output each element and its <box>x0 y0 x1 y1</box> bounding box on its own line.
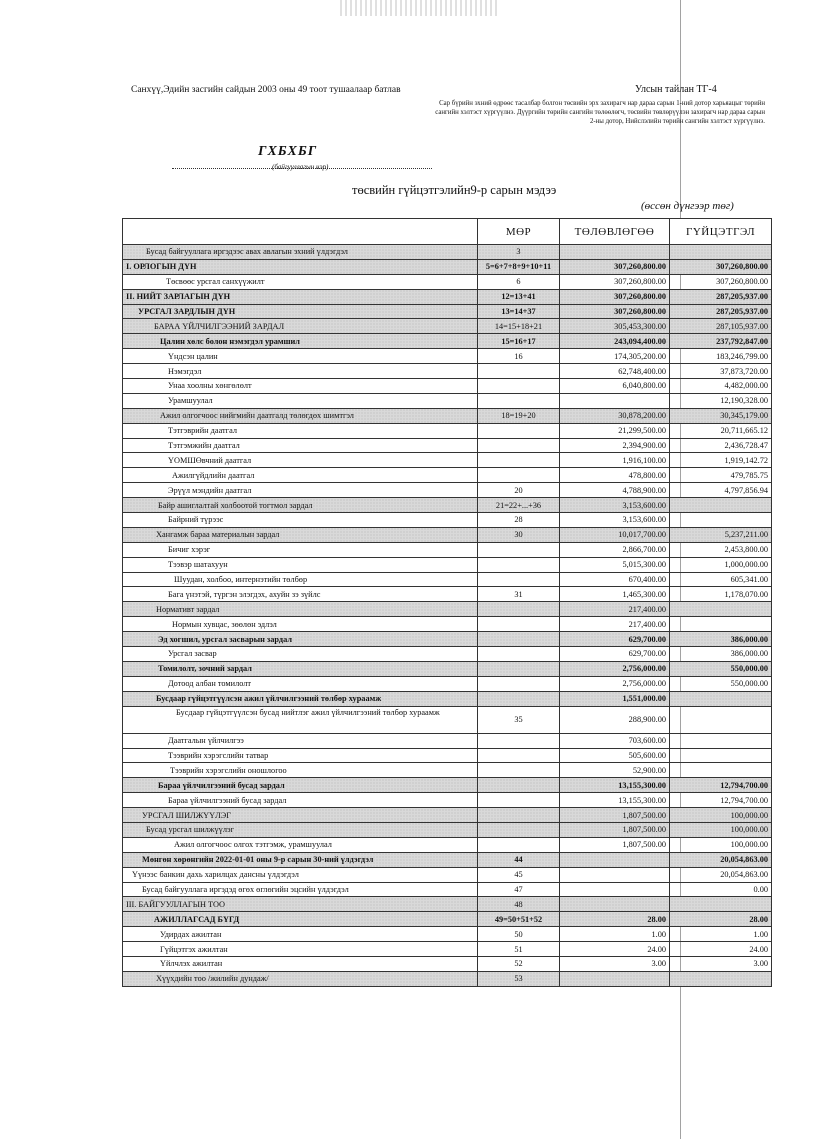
row-actual: 1,000,000.00 <box>670 557 772 572</box>
row-actual: 479,785.75 <box>670 468 772 483</box>
row-label: Байр ашиглалтай холбоотой тогтмол зардал <box>123 498 478 513</box>
row-mor <box>478 379 560 394</box>
row-plan <box>560 867 670 882</box>
row-mor <box>478 602 560 617</box>
row-mor <box>478 542 560 557</box>
row-plan: 307,260,800.00 <box>560 304 670 319</box>
row-plan: 1.00 <box>560 927 670 942</box>
row-plan: 21,299,500.00 <box>560 423 670 438</box>
table-row <box>123 349 772 364</box>
row-mor <box>478 691 560 706</box>
row-mor: 44 <box>478 852 560 867</box>
row-actual: 20,711,665.12 <box>670 423 772 438</box>
table-row <box>123 274 772 289</box>
row-label: Хүүхдийн тоо /жилийн дундаж/ <box>123 971 478 986</box>
column-header-plan: ТӨЛӨВЛӨГӨӨ <box>560 219 670 245</box>
row-actual: 24.00 <box>670 942 772 957</box>
document-title: төсвийн гүйцэтгэлийн9-р сарын мэдээ <box>352 183 557 197</box>
row-plan: 10,017,700.00 <box>560 527 670 542</box>
row-actual: 30,345,179.00 <box>670 408 772 423</box>
row-actual <box>670 602 772 617</box>
row-label: Тээвэр шатахуун <box>123 557 478 572</box>
row-actual: 4,482,000.00 <box>670 379 772 394</box>
row-actual: 0.00 <box>670 882 772 897</box>
row-actual: 37,873,720.00 <box>670 364 772 379</box>
table-row <box>123 971 772 986</box>
row-plan <box>560 245 670 260</box>
row-mor <box>478 763 560 778</box>
column-header-label <box>123 219 478 245</box>
row-plan: 1,807,500.00 <box>560 837 670 852</box>
row-mor: 53 <box>478 971 560 986</box>
unit-note: (өссөн дүнгээр төг) <box>641 200 734 212</box>
row-plan <box>560 897 670 912</box>
row-mor <box>478 676 560 691</box>
row-mor: 13=14+37 <box>478 304 560 319</box>
table-row <box>123 808 772 823</box>
row-plan <box>560 882 670 897</box>
row-label: Эд хогшил, урсгал засварын зардал <box>123 632 478 647</box>
row-label: Бусад урсгал шилжүүлэг <box>123 822 478 837</box>
row-mor: 20 <box>478 483 560 498</box>
table-row <box>123 763 772 778</box>
table-row <box>123 587 772 602</box>
row-label: Төсвөөс урсгал санхүүжилт <box>123 274 478 289</box>
row-mor: 30 <box>478 527 560 542</box>
table-row <box>123 304 772 319</box>
row-label: Даатгалын үйлчилгээ <box>123 733 478 748</box>
row-label: Урсгал засвар <box>123 647 478 662</box>
row-plan: 307,260,800.00 <box>560 259 670 274</box>
organization-sublabel: (байгууллагын нэр) <box>272 163 329 171</box>
table-row <box>123 453 772 468</box>
table-row <box>123 676 772 691</box>
row-actual: 287,205,937.00 <box>670 304 772 319</box>
row-plan: 1,465,300.00 <box>560 587 670 602</box>
row-label: УРСГАЛ ЗАРДЛЫН ДҮН <box>123 304 478 319</box>
form-code: Улсын тайлан ТГ-4 <box>635 84 717 95</box>
row-actual: 100,000.00 <box>670 837 772 852</box>
row-plan: 1,807,500.00 <box>560 822 670 837</box>
row-plan: 478,800.00 <box>560 468 670 483</box>
table-header-row <box>123 219 772 245</box>
row-plan: 2,756,000.00 <box>560 661 670 676</box>
table-row <box>123 706 772 733</box>
row-label: Шуудан, холбоо, интернэтийн төлбөр <box>123 572 478 587</box>
table-row <box>123 245 772 260</box>
row-plan: 3,153,600.00 <box>560 498 670 513</box>
row-mor: 15=16+17 <box>478 334 560 349</box>
row-plan: 288,900.00 <box>560 706 670 733</box>
row-mor: 3 <box>478 245 560 260</box>
row-actual <box>670 733 772 748</box>
row-mor <box>478 837 560 852</box>
organization-name: ГХБХБГ <box>258 144 318 159</box>
row-plan: 6,040,800.00 <box>560 379 670 394</box>
row-mor: 48 <box>478 897 560 912</box>
row-plan: 3,153,600.00 <box>560 513 670 528</box>
row-actual <box>670 706 772 733</box>
row-plan: 703,600.00 <box>560 733 670 748</box>
row-actual <box>670 971 772 986</box>
row-mor <box>478 793 560 808</box>
row-label: Дотоод албан томилолт <box>123 676 478 691</box>
column-header-mor: МӨР <box>478 219 560 245</box>
row-label: Ажилгүйдлийн даатгал <box>123 468 478 483</box>
row-actual: 28.00 <box>670 912 772 927</box>
table-row <box>123 498 772 513</box>
table-row <box>123 423 772 438</box>
row-mor: 12=13+41 <box>478 289 560 304</box>
row-label: Үйлчлэх ажилтан <box>123 956 478 971</box>
table-row <box>123 837 772 852</box>
table-row <box>123 822 772 837</box>
row-plan: 243,094,400.00 <box>560 334 670 349</box>
approval-note: Санхүү,Эдийн засгийн сайдын 2003 оны 49 тоот тушаалаар батлав <box>131 85 401 95</box>
row-mor: 31 <box>478 587 560 602</box>
row-label: Бусдаар гүйцэтгүүлсэн ажил үйлчилгээний төлбөр хураамж <box>123 691 478 706</box>
row-label: III. БАЙГУУЛЛАГЫН ТОО <box>123 897 478 912</box>
table-row <box>123 647 772 662</box>
row-mor: 52 <box>478 956 560 971</box>
row-label: БАРАА ҮЙЛЧИЛГЭЭНИЙ ЗАРДАЛ <box>123 319 478 334</box>
submission-note: Сар бүрийн эхний өдрөөс тасалбар болгон төсвийн эрх захирагч нар дараа сарын 1-ний дотор харьяацыг төрийн сангийн хэлтэст хүргүүлнэ. Дүүргийн төрийн сангийн төлөөлөгч, төсвийн төвлөрүүлэн захирагч нар дараа сарын 2-ны дотор, Нийслэлийн төрийн сангийн хэлтэст хүргүүлнэ. <box>435 100 765 125</box>
row-actual: 287,105,937.00 <box>670 319 772 334</box>
row-label: Урамшуулал <box>123 393 478 408</box>
row-mor: 14=15+18+21 <box>478 319 560 334</box>
row-label: Тэтгэврийн даатгал <box>123 423 478 438</box>
budget-report-table <box>122 218 772 987</box>
table-row <box>123 867 772 882</box>
row-actual <box>670 498 772 513</box>
row-plan <box>560 971 670 986</box>
row-mor: 21=22+...+36 <box>478 498 560 513</box>
table-row <box>123 379 772 394</box>
row-plan: 307,260,800.00 <box>560 289 670 304</box>
row-mor <box>478 632 560 647</box>
row-mor <box>478 733 560 748</box>
row-label: Нормын хувцас, зөөлөн эдлэл <box>123 617 478 632</box>
row-label: Бичиг хэрэг <box>123 542 478 557</box>
row-plan: 629,700.00 <box>560 632 670 647</box>
row-actual: 100,000.00 <box>670 808 772 823</box>
scan-noise <box>340 0 500 16</box>
row-mor <box>478 557 560 572</box>
row-actual: 287,205,937.00 <box>670 289 772 304</box>
table-row <box>123 897 772 912</box>
row-plan: 217,400.00 <box>560 617 670 632</box>
row-plan: 2,866,700.00 <box>560 542 670 557</box>
table-row <box>123 912 772 927</box>
table-row <box>123 408 772 423</box>
row-label: Байрний түрээс <box>123 513 478 528</box>
table-row <box>123 956 772 971</box>
row-plan: 62,748,400.00 <box>560 364 670 379</box>
row-plan: 24.00 <box>560 942 670 957</box>
row-mor: 51 <box>478 942 560 957</box>
row-actual: 386,000.00 <box>670 632 772 647</box>
row-mor <box>478 572 560 587</box>
table-row <box>123 468 772 483</box>
row-mor <box>478 778 560 793</box>
column-header-actual: ГҮЙЦЭТГЭЛ <box>670 219 772 245</box>
row-label: Мөнгөн хөрөнгийн 2022-01-01 оны 9-р сарын 30-ний үлдэгдэл <box>123 852 478 867</box>
row-plan: 2,394,900.00 <box>560 438 670 453</box>
row-actual: 237,792,847.00 <box>670 334 772 349</box>
table-row <box>123 852 772 867</box>
row-mor <box>478 808 560 823</box>
row-label: II. НИЙТ ЗАРЛАГЫН ДҮН <box>123 289 478 304</box>
table-row <box>123 927 772 942</box>
row-label: Тээврийн хэрэгслийн татвар <box>123 748 478 763</box>
table-row <box>123 364 772 379</box>
row-label: Бага үнэтэй, түргэн элэгдэх, ахуйн зэ зүйлс <box>123 587 478 602</box>
row-actual: 183,246,799.00 <box>670 349 772 364</box>
table-row <box>123 661 772 676</box>
row-plan: 1,551,000.00 <box>560 691 670 706</box>
row-mor: 16 <box>478 349 560 364</box>
row-actual: 20,054,863.00 <box>670 852 772 867</box>
table-row <box>123 319 772 334</box>
row-label: Томилолт, зочний зардал <box>123 661 478 676</box>
table-row <box>123 527 772 542</box>
row-mor: 18=19+20 <box>478 408 560 423</box>
row-plan: 174,305,200.00 <box>560 349 670 364</box>
row-actual: 20,054,863.00 <box>670 867 772 882</box>
row-label: Бусад байгууллага иргэдэд өгөх өглөгийн эцсийн үлдэгдэл <box>123 882 478 897</box>
table-row <box>123 259 772 274</box>
row-plan: 1,807,500.00 <box>560 808 670 823</box>
row-actual: 12,794,700.00 <box>670 778 772 793</box>
table-row <box>123 334 772 349</box>
row-mor <box>478 617 560 632</box>
row-actual <box>670 617 772 632</box>
row-actual: 5,237,211.00 <box>670 527 772 542</box>
row-mor: 28 <box>478 513 560 528</box>
row-mor: 6 <box>478 274 560 289</box>
row-plan: 670,400.00 <box>560 572 670 587</box>
table-row <box>123 793 772 808</box>
row-mor <box>478 647 560 662</box>
table-row <box>123 483 772 498</box>
row-label: АЖИЛЛАГСАД БҮГД <box>123 912 478 927</box>
row-plan: 505,600.00 <box>560 748 670 763</box>
row-label: Тээврийн хэрэгслийн оношлогоо <box>123 763 478 778</box>
row-plan: 28.00 <box>560 912 670 927</box>
row-actual: 605,341.00 <box>670 572 772 587</box>
table-row <box>123 289 772 304</box>
table-row <box>123 393 772 408</box>
row-label: Хангамж бараа материалын зардал <box>123 527 478 542</box>
row-label: Удирдах ажилтан <box>123 927 478 942</box>
row-actual: 307,260,800.00 <box>670 259 772 274</box>
row-label: Бараа үйлчилгээний бусад зардал <box>123 793 478 808</box>
row-plan: 4,788,900.00 <box>560 483 670 498</box>
row-label: Нормативт зардал <box>123 602 478 617</box>
table-row <box>123 778 772 793</box>
row-mor: 47 <box>478 882 560 897</box>
row-actual: 12,794,700.00 <box>670 793 772 808</box>
row-plan: 3.00 <box>560 956 670 971</box>
row-actual: 2,453,800.00 <box>670 542 772 557</box>
row-actual: 12,190,328.00 <box>670 393 772 408</box>
row-actual <box>670 897 772 912</box>
row-actual: 3.00 <box>670 956 772 971</box>
row-actual <box>670 763 772 778</box>
row-actual <box>670 748 772 763</box>
row-label: Эрүүл мэндийн даатгал <box>123 483 478 498</box>
row-mor: 49=50+51+52 <box>478 912 560 927</box>
row-actual <box>670 513 772 528</box>
row-mor <box>478 364 560 379</box>
row-label: Ажил олгогчоос нийгмийн даатгалд төлөгдөх шимтгэл <box>123 408 478 423</box>
table-row <box>123 513 772 528</box>
row-label: ҮОМШӨвчний даатгал <box>123 453 478 468</box>
row-plan <box>560 852 670 867</box>
row-mor <box>478 423 560 438</box>
row-label: Цалин хөлс болон нэмэгдэл урамшил <box>123 334 478 349</box>
row-actual: 1,919,142.72 <box>670 453 772 468</box>
row-mor: 35 <box>478 706 560 733</box>
table-row <box>123 691 772 706</box>
row-mor <box>478 438 560 453</box>
row-actual: 2,436,728.47 <box>670 438 772 453</box>
row-actual <box>670 691 772 706</box>
table-row <box>123 542 772 557</box>
row-mor <box>478 822 560 837</box>
row-label: Унаа хоолны хөнгөлөлт <box>123 379 478 394</box>
row-label: УРСГАЛ ШИЛЖҮҮЛЭГ <box>123 808 478 823</box>
row-actual <box>670 245 772 260</box>
row-plan: 305,453,300.00 <box>560 319 670 334</box>
table-row <box>123 438 772 453</box>
table-body <box>123 245 772 987</box>
table-row <box>123 733 772 748</box>
row-mor <box>478 453 560 468</box>
row-plan: 217,400.00 <box>560 602 670 617</box>
row-plan: 52,900.00 <box>560 763 670 778</box>
row-label: Үүнээс банкин дахь харилцах дансны үлдэгдэл <box>123 867 478 882</box>
row-label: I. ОРЛОГЫН ДҮН <box>123 259 478 274</box>
row-plan: 30,878,200.00 <box>560 408 670 423</box>
row-plan: 629,700.00 <box>560 647 670 662</box>
row-label: Гүйцэтгэх ажилтан <box>123 942 478 957</box>
table-row <box>123 557 772 572</box>
row-label: Тэтгэмжийн даатгал <box>123 438 478 453</box>
row-actual: 550,000.00 <box>670 661 772 676</box>
table-row <box>123 617 772 632</box>
row-plan: 2,756,000.00 <box>560 676 670 691</box>
row-plan: 13,155,300.00 <box>560 778 670 793</box>
row-actual: 550,000.00 <box>670 676 772 691</box>
table-row <box>123 632 772 647</box>
row-mor <box>478 393 560 408</box>
row-label: Бусад байгууллага иргэдээс авах авлагын эхний үлдэгдэл <box>123 245 478 260</box>
row-label: Нэмэгдэл <box>123 364 478 379</box>
row-actual: 307,260,800.00 <box>670 274 772 289</box>
table-row <box>123 748 772 763</box>
table-row <box>123 602 772 617</box>
table-row <box>123 942 772 957</box>
row-actual: 4,797,856.94 <box>670 483 772 498</box>
row-plan <box>560 393 670 408</box>
row-label: Бараа үйлчилгээний бусад зардал <box>123 778 478 793</box>
row-plan: 307,260,800.00 <box>560 274 670 289</box>
row-mor: 50 <box>478 927 560 942</box>
row-plan: 5,015,300.00 <box>560 557 670 572</box>
row-actual: 100,000.00 <box>670 822 772 837</box>
row-mor <box>478 661 560 676</box>
row-plan: 1,916,100.00 <box>560 453 670 468</box>
row-label: Бусдаар гүйцэтгүүлсэн бусад нийтлэг ажил үйлчилгээний төлбөр хураамж <box>123 706 478 733</box>
table-row <box>123 882 772 897</box>
row-label: Ажил олгогчоос олгох тэтгэмж, урамшуулал <box>123 837 478 852</box>
row-plan: 13,155,300.00 <box>560 793 670 808</box>
row-mor <box>478 748 560 763</box>
row-mor: 45 <box>478 867 560 882</box>
row-mor: 5=6+7+8+9+10+11 <box>478 259 560 274</box>
row-actual: 1,178,070.00 <box>670 587 772 602</box>
row-mor <box>478 468 560 483</box>
row-actual: 386,000.00 <box>670 647 772 662</box>
row-label: Үндсэн цалин <box>123 349 478 364</box>
row-actual: 1.00 <box>670 927 772 942</box>
table-row <box>123 572 772 587</box>
